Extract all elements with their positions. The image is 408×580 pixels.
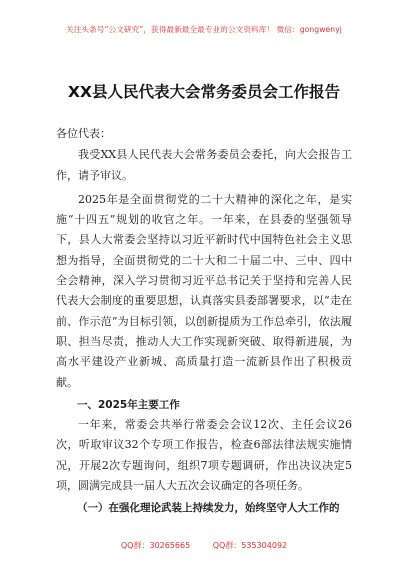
header-promo-note: 关注头条号“公文研究”，获得最新最全最专业的公文资料库！ 微信：gongwenyj bbox=[66, 25, 342, 34]
paragraph-overview: 2025年是全面贯彻党的二十大精神的深化之年，是实施“十四五”规划的收官之年。一年来，在县委的坚强领导下，县人大常委会坚持以习近平新时代中国特色社会主义思想为指导，全面贯彻党的二十大和二十届二中、三中、四中全会精神，深入学习贯彻习近平总书记关于坚持和完善人民代表大会制度的重要思想，认真落实县委部署要求，以“走在前、作示范”为目标引领，以创新提质为工作总牵引，依法履职、担当尽责，推动人大工作实现新突破、取得新进展，为高水平建设产业新城、高质量打造一流新县作出了积极贡献。 bbox=[56, 192, 352, 389]
footer-qq-group-2: QQ群：535304092 bbox=[212, 541, 288, 550]
document-title: XX县人民代表大会常务委员会工作报告 bbox=[68, 83, 340, 101]
footer-qq-group-1: QQ群：30265665 bbox=[120, 541, 191, 550]
subsection-heading: （一）在强化理论武装上持续发力，始终坚守人大工作的 bbox=[77, 502, 340, 515]
paragraph-summary: 一年来，常委会共举行常委会会议12次、主任会议26次，听取审议32个专项工作报告，检查6部法律法规实施情况，开展2次专题询问，组织7项专题调研，作出决议决定5项，圆满完成县一届人大五次会议确定的各项任务。 bbox=[56, 418, 352, 493]
section-heading: 一、2025年主要工作 bbox=[77, 398, 180, 411]
paragraph-intro: 我受XX县人民代表大会常务委员会委托，向大会报告工作，请予审议。 bbox=[56, 148, 352, 182]
document-body bbox=[56, 124, 352, 519]
footer-contact bbox=[0, 540, 408, 551]
salutation: 各位代表： bbox=[56, 127, 111, 140]
